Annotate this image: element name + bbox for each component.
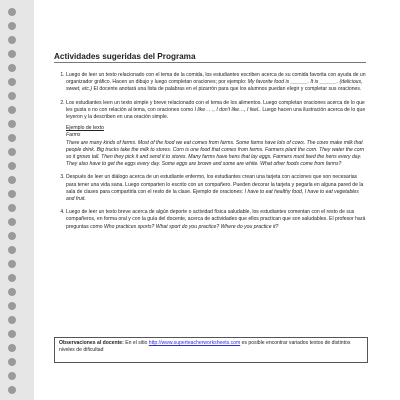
binding-hole xyxy=(8,106,16,114)
title-divider xyxy=(54,62,366,63)
teacher-observations-box xyxy=(54,337,368,363)
activity-item xyxy=(66,174,366,203)
binding-hole xyxy=(8,92,16,100)
binding-hole xyxy=(8,190,16,198)
activity-text: Los estudiantes leen un texto simple y breve relacionado con el tema de los alimentos. Luego completan oraciones acerca de lo que les gusta o no con relación al tema, con oraciones como xyxy=(66,99,365,113)
binding-hole xyxy=(8,204,16,212)
resource-link[interactable]: http://www.superteacherworksheets.com xyxy=(148,340,241,346)
binding-hole xyxy=(8,22,16,30)
activity-example-sentence: My favorite food is ______. It is ______. (delicious, sweet, etc.) xyxy=(66,79,363,93)
binding-hole xyxy=(8,386,16,394)
binding-hole xyxy=(8,358,16,366)
activity-item xyxy=(66,209,366,231)
binding-hole xyxy=(8,176,16,184)
binding-hole xyxy=(8,8,16,16)
binding-hole xyxy=(8,36,16,44)
binding-hole xyxy=(8,316,16,324)
activity-text: Luego de leer un texto breve acerca de algún deporte o actividad física saludable, los estudiantes comentan con el resto de sus compañeros, en forma oral y con la guía del docente, acerca de actividades que ellos practican que son saludables. El profesor hará preguntas como xyxy=(66,209,366,230)
observations-text: En el sitio xyxy=(123,340,149,346)
binding-hole xyxy=(8,288,16,296)
observations-text: es posible encontrar variados textos de distintos niveles de dificultad xyxy=(59,340,351,353)
binding-hole xyxy=(8,372,16,380)
binding-hole xyxy=(8,78,16,86)
activities-list xyxy=(54,72,366,237)
document-page xyxy=(34,0,400,400)
binding-hole xyxy=(8,260,16,268)
example-label: Ejemplo de texto xyxy=(66,125,104,132)
page-title: Actividades sugeridas del Programa xyxy=(54,52,196,61)
binding-hole xyxy=(8,134,16,142)
example-body: There are many kinds of farms. Most of the food we eat comes from farms. Some farms have lots of cows. The cows make milk that people drink. Big trucks take the milk to stores. Corn is one food that comes from farms. Farmers plant the corn. They water the corn so it grows tall. Then they pick it and send it to stores. Many farms have hens that lay eggs. Farmers must feed the hens every day. They also have to get the eggs every day. Some eggs are brown and some are white. What other foods come from farms? xyxy=(66,139,365,168)
activity-text: Luego de leer un texto relacionado con el tema de la comida, los estudiantes escriben acerca de su comida favorita con ayuda de un organizador gráfico. Hacen un dibujo y luego completan oraciones; por ejemplo: xyxy=(66,72,366,86)
activity-text: El docente anotará una lista de palabras en el pizarrón para que los alumnos puedan elegir y completar sus oraciones. xyxy=(92,86,362,93)
activity-item xyxy=(66,100,366,169)
activity-item xyxy=(66,72,366,94)
binding-hole xyxy=(8,50,16,58)
binding-hole xyxy=(8,246,16,254)
activity-example-sentence: I have to eat healthy food, I have to eat vegetables and fruit. xyxy=(66,188,359,203)
binding-hole xyxy=(8,302,16,310)
binding-hole xyxy=(8,232,16,240)
binding-hole xyxy=(8,162,16,170)
binding-hole xyxy=(8,120,16,128)
binding-hole xyxy=(8,64,16,72)
observations-label: Observaciones al docente: xyxy=(59,340,124,346)
activity-text: Después de leer un diálogo acerca de un estudiante enfermo, los estudiantes crean una tarjeta con acciones que son necesarias para tener una vida sana. Luego comparten lo escrito con un compañero. Pueden decorar la tarjeta y pegarla en alguna pared de la sala de clases para compartirla con el resto de la clase. Ejemplo de oraciones: xyxy=(66,174,364,195)
activity-example-sentence: I like . . ., I don't like…, I feel.. xyxy=(194,106,261,113)
binding-hole xyxy=(8,274,16,282)
activity-text: Luego hacen una ilustración acerca de lo que leyeron y la describen en una oración simple. xyxy=(66,106,366,121)
example-text-block xyxy=(66,125,366,168)
activity-example-sentence: Who practices sports? What sport do you practice? Where do you practice it? xyxy=(103,223,279,230)
example-title: Farms xyxy=(66,132,81,139)
notebook-spiral-binding xyxy=(0,0,34,400)
binding-hole xyxy=(8,218,16,226)
binding-hole xyxy=(8,148,16,156)
binding-hole xyxy=(8,344,16,352)
binding-hole xyxy=(8,330,16,338)
